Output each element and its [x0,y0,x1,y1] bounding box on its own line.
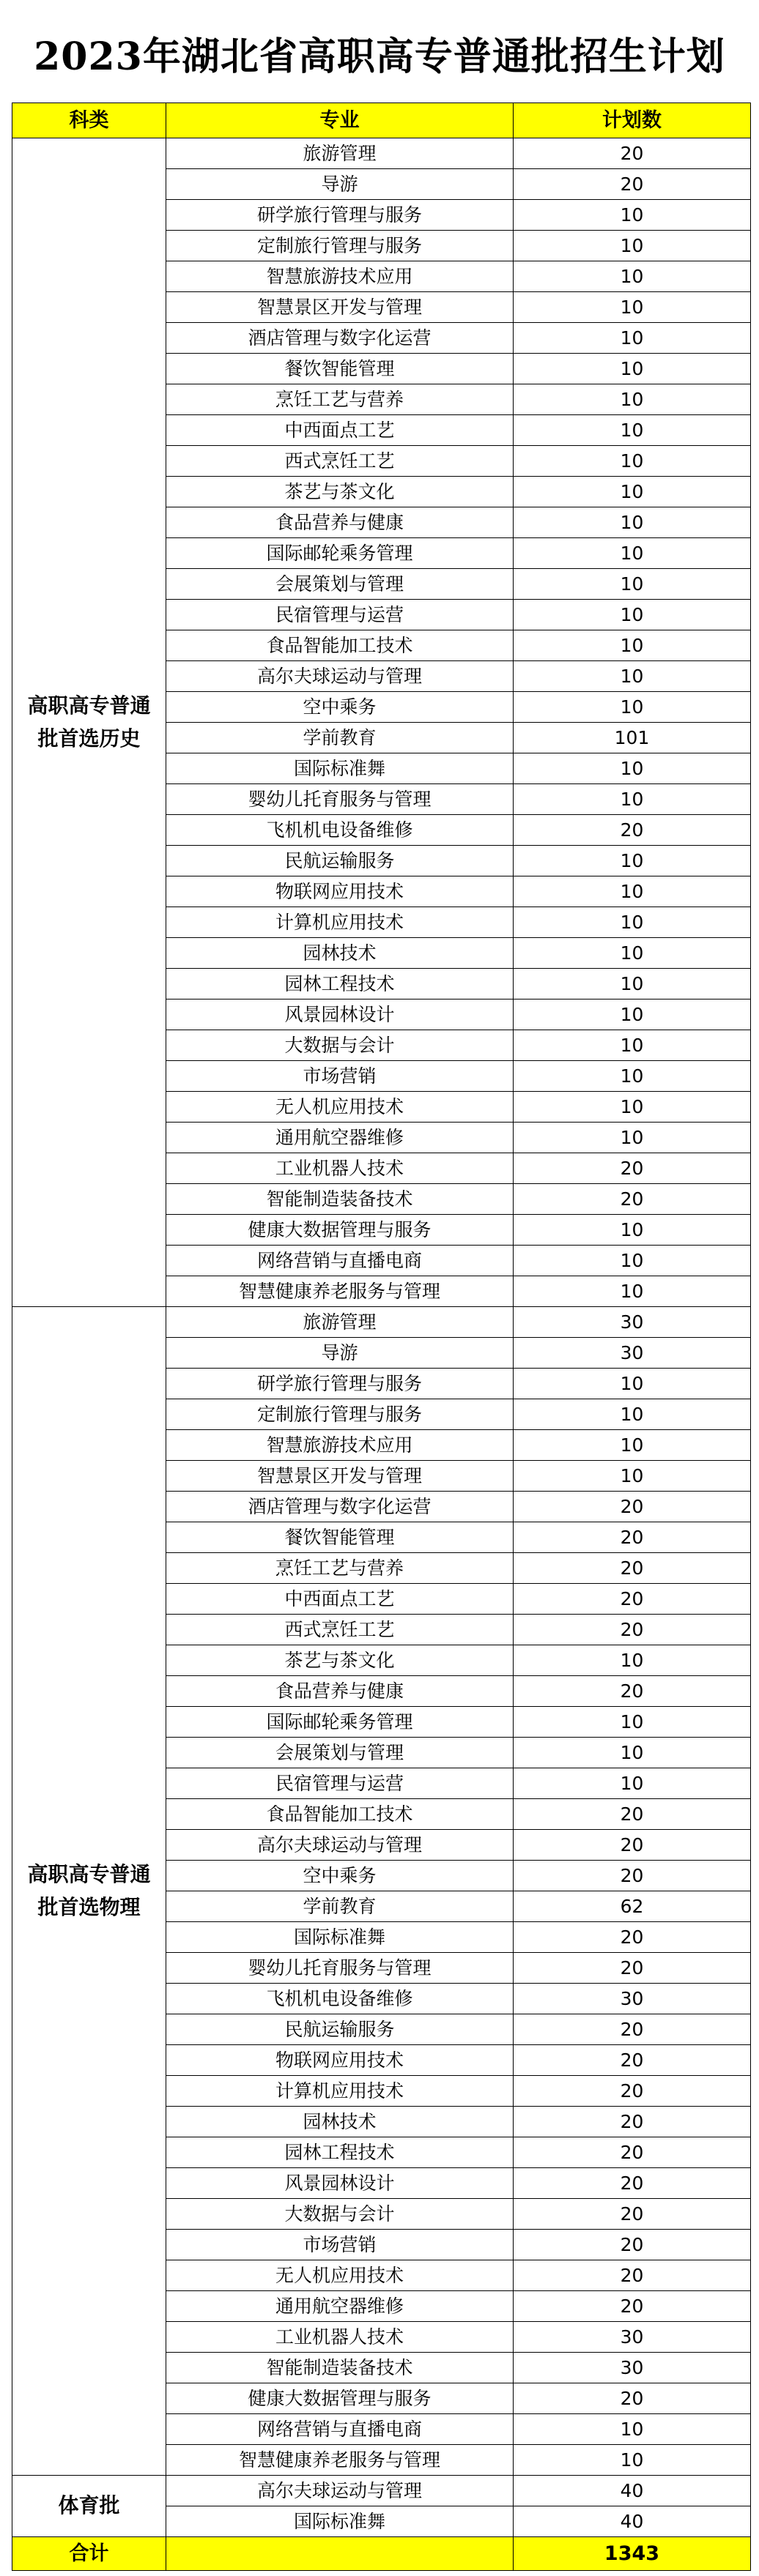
plan-count-cell: 40 [514,2506,751,2537]
page-title: 2023年湖北省高职高专普通批招生计划 [34,34,725,79]
major-cell: 食品智能加工技术 [166,630,514,661]
major-cell: 工业机器人技术 [166,2322,514,2353]
major-cell: 风景园林设计 [166,2168,514,2199]
major-cell: 研学旅行管理与服务 [166,1369,514,1399]
plan-count-cell: 10 [514,600,751,630]
plan-count-cell: 10 [514,846,751,876]
major-cell: 物联网应用技术 [166,2045,514,2076]
plan-count-cell: 10 [514,784,751,815]
plan-count-cell: 20 [514,1184,751,1215]
plan-count-cell: 10 [514,231,751,261]
category-line: 批首选历史 [37,726,141,751]
table-row [12,1307,751,1338]
category-cell [12,1307,166,2476]
major-cell: 工业机器人技术 [166,1153,514,1184]
category-line: 批首选物理 [37,1894,141,1919]
major-cell: 空中乘务 [166,1861,514,1891]
major-cell: 民宿管理与运营 [166,1768,514,1799]
major-cell: 大数据与会计 [166,1030,514,1061]
plan-count-cell: 40 [514,2476,751,2506]
major-cell: 会展策划与管理 [166,569,514,600]
major-cell: 高尔夫球运动与管理 [166,1830,514,1861]
plan-count-cell: 10 [514,538,751,569]
major-cell: 园林工程技术 [166,2137,514,2168]
plan-count-cell: 10 [514,999,751,1030]
major-cell: 大数据与会计 [166,2199,514,2230]
plan-count-cell: 10 [514,907,751,938]
major-cell: 定制旅行管理与服务 [166,231,514,261]
total-spacer [166,2537,514,2571]
major-cell: 食品营养与健康 [166,1676,514,1707]
major-cell: 智能制造装备技术 [166,1184,514,1215]
major-cell: 风景园林设计 [166,999,514,1030]
major-cell: 茶艺与茶文化 [166,1645,514,1676]
table-row [12,2476,751,2506]
plan-count-cell: 20 [514,1676,751,1707]
plan-count-cell: 20 [514,2383,751,2414]
major-cell: 智慧景区开发与管理 [166,1461,514,1492]
header-plan: 计划数 [514,103,751,138]
table-header-row [12,103,751,138]
plan-count-cell: 10 [514,1215,751,1246]
plan-count-cell: 20 [514,138,751,169]
major-cell: 婴幼儿托育服务与管理 [166,1953,514,1984]
plan-count-cell: 10 [514,1276,751,1307]
major-cell: 食品营养与健康 [166,507,514,538]
major-cell: 民航运输服务 [166,2014,514,2045]
table-body [12,138,751,2537]
major-cell: 园林工程技术 [166,969,514,999]
major-cell: 园林技术 [166,2107,514,2137]
plan-count-cell: 101 [514,723,751,753]
major-cell: 餐饮智能管理 [166,354,514,384]
plan-count-cell: 10 [514,938,751,969]
total-label: 合计 [12,2537,166,2571]
plan-count-cell: 30 [514,2353,751,2383]
major-cell: 民宿管理与运营 [166,600,514,630]
plan-count-cell: 10 [514,969,751,999]
plan-count-cell: 20 [514,2230,751,2260]
major-cell: 学前教育 [166,1891,514,1922]
enrollment-plan-table [12,103,751,2571]
plan-count-cell: 10 [514,1645,751,1676]
major-cell: 中西面点工艺 [166,1584,514,1615]
major-cell: 园林技术 [166,938,514,969]
major-cell: 无人机应用技术 [166,1092,514,1123]
plan-count-cell: 10 [514,1246,751,1276]
plan-count-cell: 10 [514,661,751,692]
plan-count-cell: 10 [514,876,751,907]
major-cell: 网络营销与直播电商 [166,2414,514,2445]
major-cell: 智能制造装备技术 [166,2353,514,2383]
major-cell: 智慧健康养老服务与管理 [166,1276,514,1307]
plan-count-cell: 20 [514,1953,751,1984]
plan-count-cell: 10 [514,323,751,354]
plan-count-cell: 10 [514,2414,751,2445]
plan-count-cell: 10 [514,753,751,784]
plan-count-cell: 30 [514,2322,751,2353]
category-cell [12,138,166,1307]
plan-count-cell: 20 [514,1922,751,1953]
plan-count-cell: 30 [514,1307,751,1338]
major-cell: 智慧景区开发与管理 [166,292,514,323]
plan-count-cell: 20 [514,2260,751,2291]
major-cell: 酒店管理与数字化运营 [166,1492,514,1522]
major-cell: 食品智能加工技术 [166,1799,514,1830]
plan-count-cell: 10 [514,630,751,661]
plan-count-cell: 10 [514,446,751,477]
plan-count-cell: 20 [514,2137,751,2168]
major-cell: 烹饪工艺与营养 [166,384,514,415]
plan-count-cell: 10 [514,1030,751,1061]
total-row [12,2537,751,2571]
plan-count-cell: 10 [514,1061,751,1092]
major-cell: 网络营销与直播电商 [166,1246,514,1276]
table-row [12,138,751,169]
plan-count-cell: 20 [514,1799,751,1830]
category-cell: 体育批 [12,2476,166,2537]
header-category: 科类 [12,103,166,138]
plan-count-cell: 10 [514,1707,751,1738]
major-cell: 西式烹饪工艺 [166,1615,514,1645]
major-cell: 通用航空器维修 [166,1123,514,1153]
major-cell: 计算机应用技术 [166,2076,514,2107]
major-cell: 智慧健康养老服务与管理 [166,2445,514,2476]
plan-count-cell: 20 [514,2291,751,2322]
major-cell: 国际标准舞 [166,753,514,784]
major-cell: 西式烹饪工艺 [166,446,514,477]
plan-count-cell: 10 [514,1092,751,1123]
plan-count-cell: 10 [514,1768,751,1799]
major-cell: 飞机机电设备维修 [166,1984,514,2014]
major-cell: 民航运输服务 [166,846,514,876]
plan-count-cell: 10 [514,569,751,600]
category-line: 高职高专普通 [27,693,151,718]
plan-count-cell: 20 [514,1861,751,1891]
plan-count-cell: 10 [514,200,751,231]
major-cell: 国际邮轮乘务管理 [166,1707,514,1738]
major-cell: 通用航空器维修 [166,2291,514,2322]
plan-count-cell: 20 [514,1522,751,1553]
plan-count-cell: 10 [514,261,751,292]
total-value: 1343 [514,2537,751,2571]
plan-count-cell: 10 [514,477,751,507]
major-cell: 高尔夫球运动与管理 [166,661,514,692]
plan-count-cell: 20 [514,1830,751,1861]
plan-count-cell: 30 [514,1338,751,1369]
major-cell: 导游 [166,169,514,200]
plan-count-cell: 20 [514,2199,751,2230]
plan-count-cell: 20 [514,169,751,200]
major-cell: 中西面点工艺 [166,415,514,446]
plan-count-cell: 10 [514,1369,751,1399]
major-cell: 物联网应用技术 [166,876,514,907]
plan-count-cell: 20 [514,1584,751,1615]
plan-count-cell: 10 [514,2445,751,2476]
plan-count-cell: 20 [514,2014,751,2045]
major-cell: 空中乘务 [166,692,514,723]
plan-count-cell: 10 [514,1399,751,1430]
header-major: 专业 [166,103,514,138]
major-cell: 餐饮智能管理 [166,1522,514,1553]
major-cell: 茶艺与茶文化 [166,477,514,507]
plan-count-cell: 20 [514,1492,751,1522]
plan-count-cell: 20 [514,2168,751,2199]
major-cell: 国际标准舞 [166,2506,514,2537]
major-cell: 无人机应用技术 [166,2260,514,2291]
plan-count-cell: 20 [514,2045,751,2076]
major-cell: 定制旅行管理与服务 [166,1399,514,1430]
plan-count-cell: 20 [514,1153,751,1184]
plan-count-cell: 10 [514,1461,751,1492]
plan-count-cell: 10 [514,1738,751,1768]
plan-count-cell: 10 [514,292,751,323]
major-cell: 计算机应用技术 [166,907,514,938]
plan-count-cell: 10 [514,1430,751,1461]
major-cell: 健康大数据管理与服务 [166,2383,514,2414]
plan-count-cell: 10 [514,354,751,384]
plan-count-cell: 20 [514,1553,751,1584]
major-cell: 智慧旅游技术应用 [166,261,514,292]
plan-count-cell: 10 [514,692,751,723]
plan-count-cell: 10 [514,415,751,446]
major-cell: 研学旅行管理与服务 [166,200,514,231]
major-cell: 会展策划与管理 [166,1738,514,1768]
major-cell: 旅游管理 [166,138,514,169]
major-cell: 高尔夫球运动与管理 [166,2476,514,2506]
major-cell: 国际标准舞 [166,1922,514,1953]
major-cell: 智慧旅游技术应用 [166,1430,514,1461]
major-cell: 烹饪工艺与营养 [166,1553,514,1584]
major-cell: 导游 [166,1338,514,1369]
major-cell: 酒店管理与数字化运营 [166,323,514,354]
major-cell: 市场营销 [166,2230,514,2260]
plan-count-cell: 10 [514,384,751,415]
plan-count-cell: 20 [514,815,751,846]
category-line: 高职高专普通 [27,1861,151,1886]
major-cell: 飞机机电设备维修 [166,815,514,846]
major-cell: 婴幼儿托育服务与管理 [166,784,514,815]
major-cell: 国际邮轮乘务管理 [166,538,514,569]
major-cell: 旅游管理 [166,1307,514,1338]
plan-count-cell: 20 [514,2107,751,2137]
major-cell: 学前教育 [166,723,514,753]
plan-count-cell: 10 [514,507,751,538]
major-cell: 健康大数据管理与服务 [166,1215,514,1246]
plan-count-cell: 20 [514,2076,751,2107]
major-cell: 市场营销 [166,1061,514,1092]
plan-count-cell: 20 [514,1615,751,1645]
plan-count-cell: 30 [514,1984,751,2014]
plan-count-cell: 62 [514,1891,751,1922]
plan-count-cell: 10 [514,1123,751,1153]
